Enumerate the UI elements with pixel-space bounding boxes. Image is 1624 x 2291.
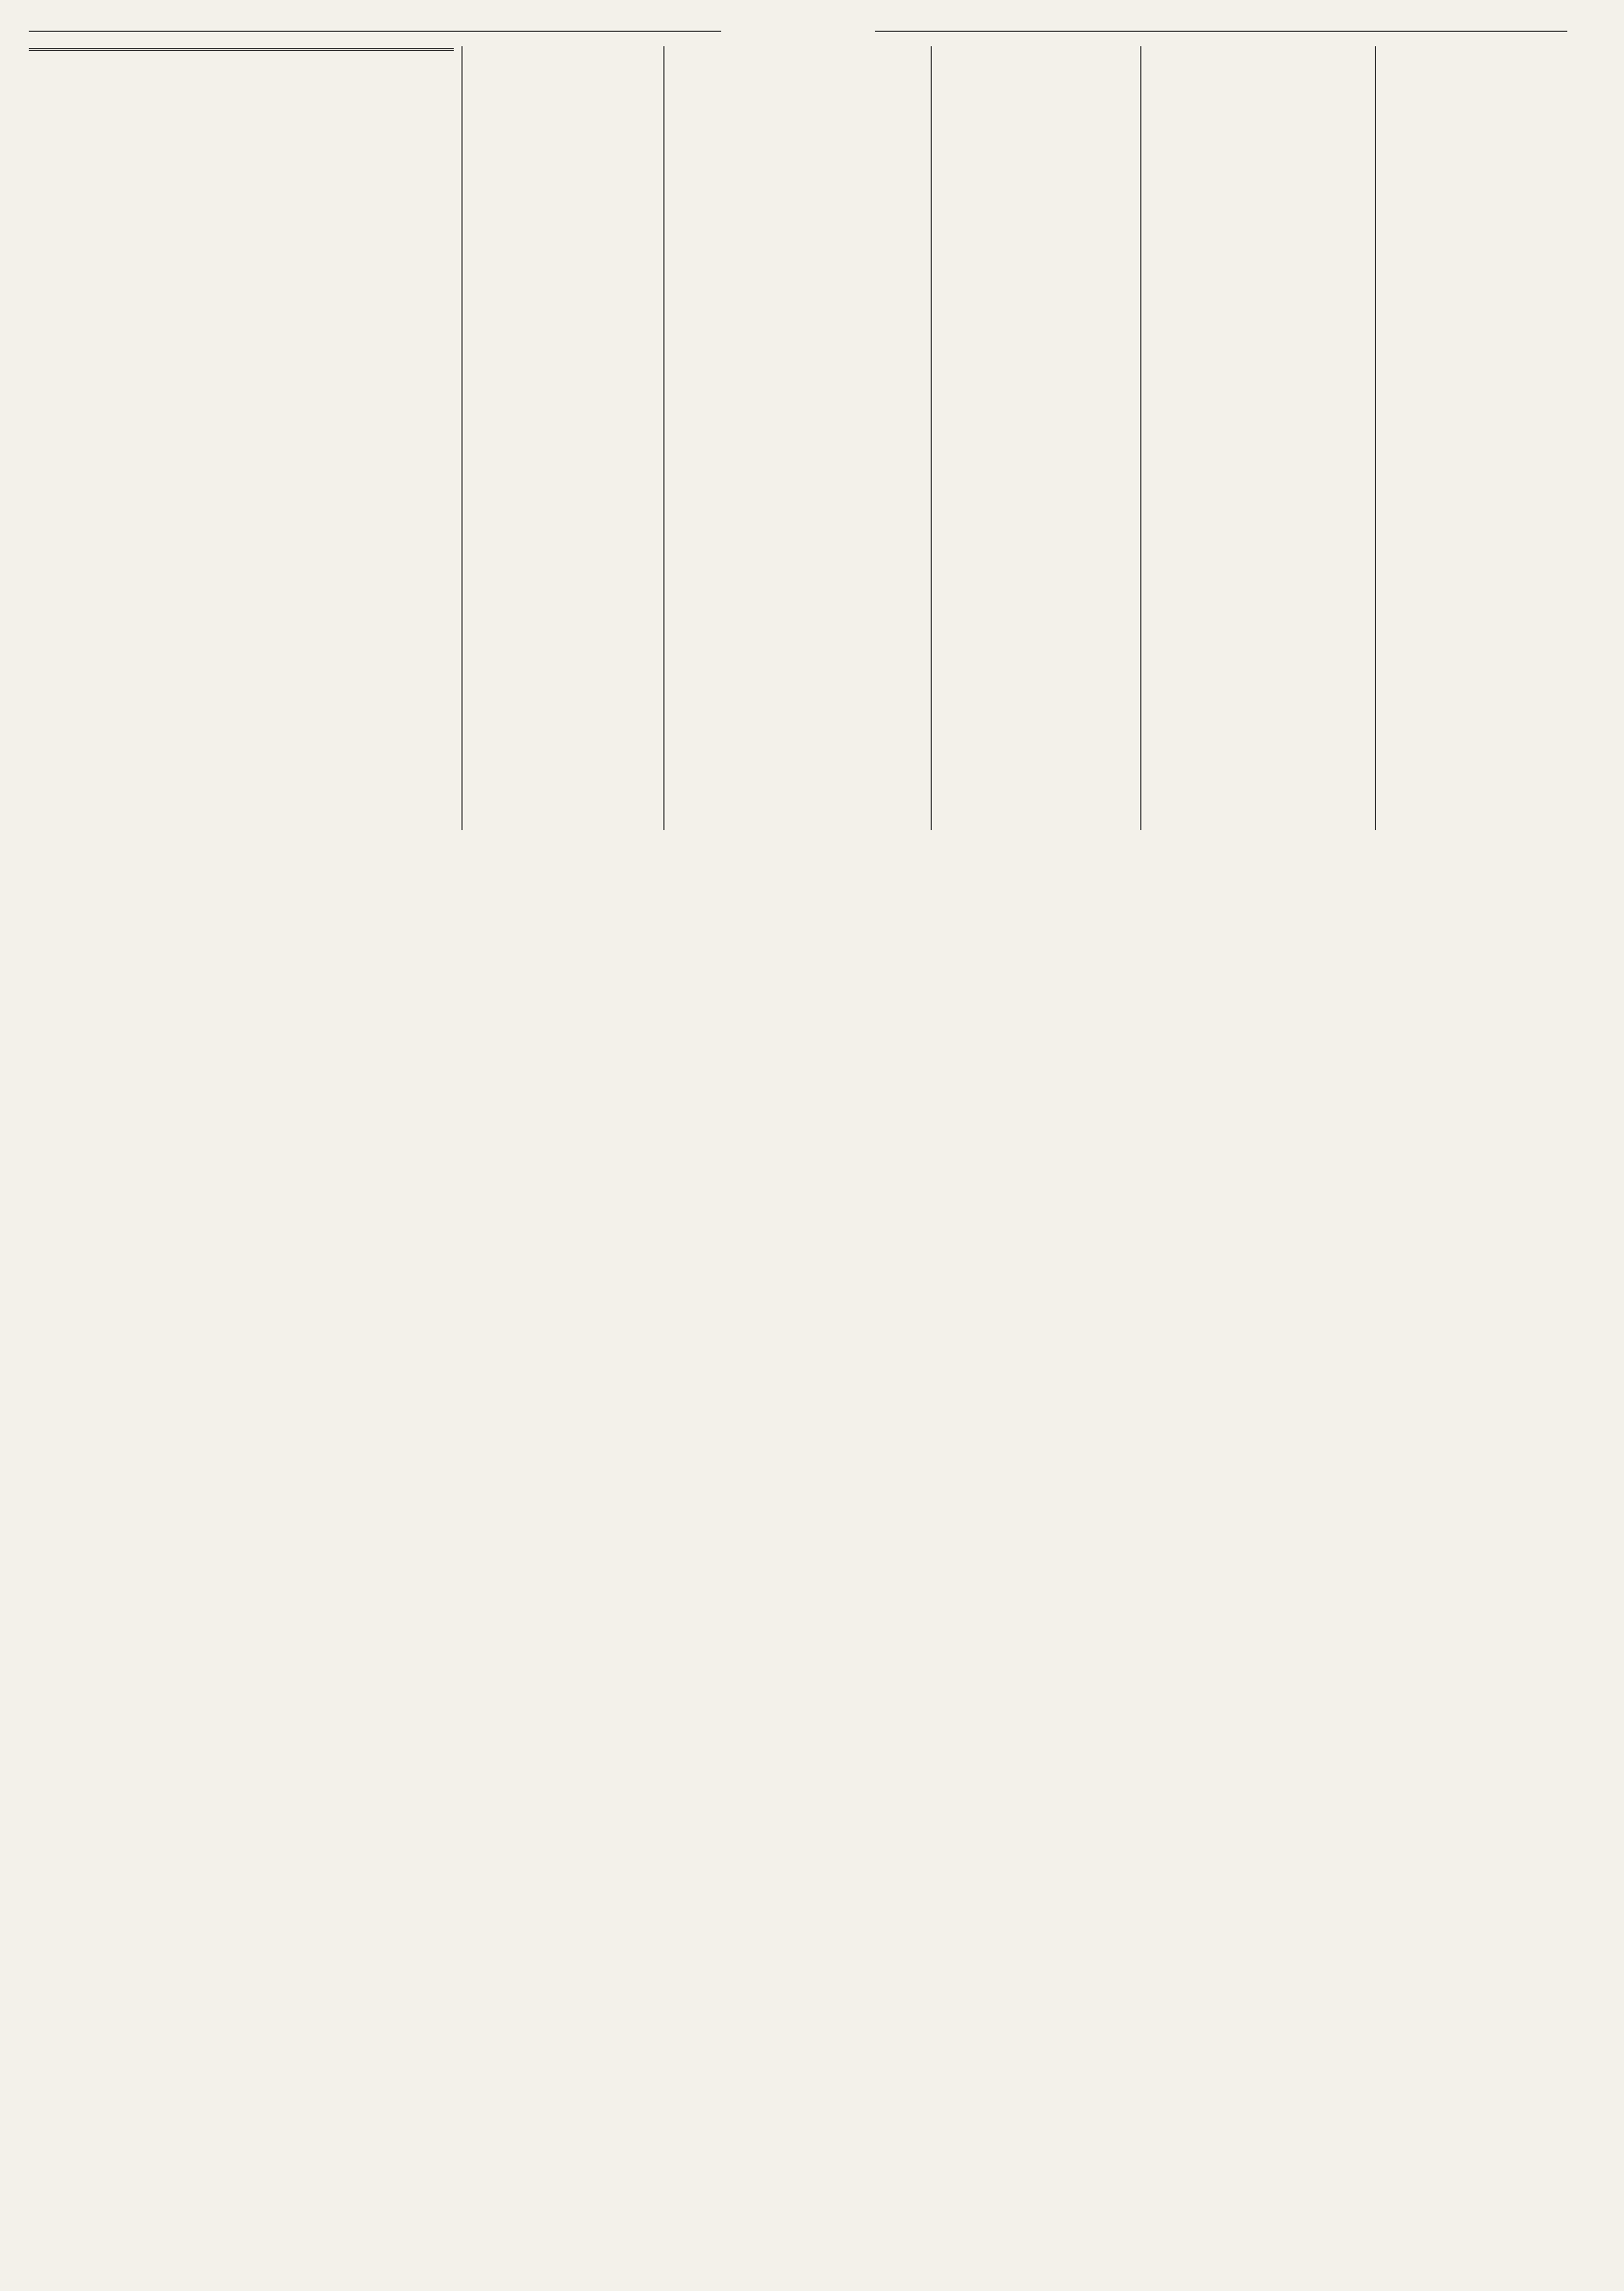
page-header: [29, 17, 1596, 46]
section-title: [29, 46, 454, 51]
livre-pensamento-article: [29, 46, 454, 830]
assembleia-geral: [937, 46, 1135, 830]
registo-civil-agradece: [669, 46, 925, 830]
registo-civil-continued: [467, 69, 658, 829]
